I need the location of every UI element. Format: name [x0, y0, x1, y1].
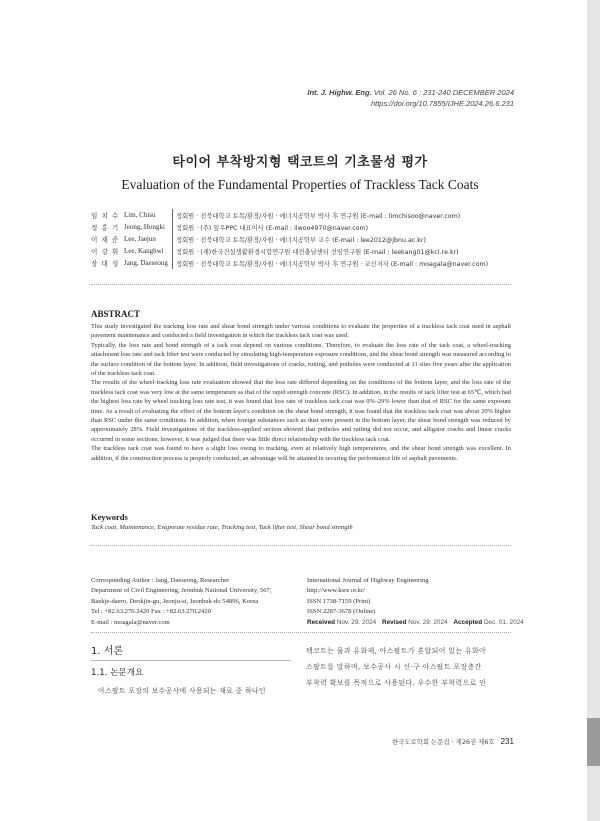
author-name-english: Jang, Daeseong [124, 259, 168, 267]
author-affiliation: 정회원 · 전북대학교 토목/환경/자원 · 에너지공학부 교수 (E-mail : lee2012@jbnu.ac.kr) [176, 236, 426, 244]
subsection-heading-overview: 1.1. 논문개요 [91, 668, 144, 678]
journal-name: Int. J. Highw. Eng. [307, 88, 372, 97]
abstract-heading: ABSTRACT [91, 309, 141, 319]
author-name-english: Lee, Kanghwi [124, 247, 164, 255]
article-dates [307, 618, 524, 628]
author-name-korean: 장 대 성 [91, 260, 120, 268]
journal-citation [307, 87, 514, 98]
body-text-right-column [306, 643, 516, 691]
body-line: 부착력 확보를 목적으로 사용된다. 우수한 부착력으로 인 [306, 679, 487, 687]
author-name-korean: 이 강 휘 [91, 248, 120, 256]
body-line: 아스팔트 포장의 보수공사에 사용되는 재료 중 하나인 [98, 687, 266, 695]
corresponding-email[interactable]: E-mail : moagala@naver.com [91, 618, 170, 626]
corresponding-line: Baekje-daero, Deokjin-gu, Jeonju-si, Jeonbuk-do 54896, Korea [91, 597, 259, 605]
revised-label: Revised [381, 618, 407, 626]
journal-volume: Vol. 26 No. 6 : 231-240 DECEMBER 2024 [373, 88, 514, 97]
page-number: 231 [500, 737, 514, 746]
journal-info-line: ISSN 2287-3678 (Online) [307, 608, 376, 616]
journal-info-block [307, 576, 524, 628]
author-name-korean: 정 홍 기 [91, 224, 120, 232]
author-affiliation: 정회원 · 전북대학교 토목/환경/자원 · 에너지공학부 박사 후 연구원 · 교신저자 (E-mail : moagala@naver.com) [176, 260, 489, 268]
author-divider [172, 233, 173, 245]
dotted-divider [91, 545, 511, 546]
section-rule [91, 660, 291, 661]
dotted-divider [91, 632, 511, 633]
dotted-divider [91, 284, 511, 285]
journal-info-line: International Journal of Highway Engineering [307, 577, 429, 584]
journal-website-link[interactable]: http://www.ksre.or.kr/ [307, 587, 365, 595]
corresponding-line: Tel : +82.63.270.2420 Fax : +82.63.270.2420 [91, 608, 211, 616]
keywords-list: Tack coat, Maintenance, Evaporate residue rate, Tracking test, Tack lifter test, Shear bond strength [91, 524, 353, 531]
title-english: Evaluation of the Fundamental Properties of Trackless Tack Coats [121, 177, 479, 192]
accepted-date: Dec. 01. 2024 [483, 618, 524, 626]
abstract-paragraph: The results of the wheel-tracking loss rate evaluation showed that the loss rate differed depending on the conditions of the bottom layer, and the loss rate of the trackless tack coat was very low at the same temperature as that of the rapid strength concrete (RSC). In addition, in the results of tack lifter test at 65℃, which had the highest loss rate by wheel tracking loss rate test, it was found that loss rate of trackless tack coat was 0%–29% lower than that of RSC for the same exposure time. As a result of evaluating the effect of the bottom layer's condition on the shear bond strength, it was found that the trackless tack coat was about 20% higher than RSC under the same conditions. In addition, when foreign substances such as dust were present in the bottom layer, the shear bond strength was reduced by approximately 28%. Field investigations of the trackless-applied section showed that potholes and rutting did not occur, and alligator cracks and linear cracks occurred in some sections; however, it was judged that there was little direct relationship with the trackless tack coat. [91, 379, 511, 443]
corresponding-author-block [91, 576, 301, 628]
body-line: 스팔트를 말하며, 보수공사 시 신·구 아스팔트 포장층간 [306, 663, 482, 671]
accepted-label: Accepted [453, 618, 483, 626]
page-footer [392, 737, 514, 746]
author-row [91, 221, 511, 233]
author-affiliation: 정회원 · 전북대학교 토목/환경/자원 · 에너지공학부 박사 후 연구원 (E-mail : limchisoo@naver.com) [176, 212, 461, 220]
received-label: Received [307, 618, 336, 626]
author-divider [172, 209, 173, 221]
corresponding-line: Corresponding Author : Jang, Daeseong, Researcher [91, 577, 230, 584]
author-affiliation: 정회원 · (주) 일우PPC 대표이사 (E-mail : ilwoo4970@naver.com) [176, 224, 369, 232]
doi-link[interactable]: https://doi.org/10.7855/IJHE.2024.26.6.231 [370, 99, 514, 108]
received-date: Nov. 29. 2024 [336, 618, 377, 626]
author-list [91, 209, 511, 269]
author-name-english: Lim, Chisu [124, 211, 156, 219]
author-name-english: Lee, Jaejun [124, 235, 156, 243]
corresponding-line: Department of Civil Engineering, Jeonbuk National University, 567, [91, 587, 272, 595]
author-row [91, 209, 511, 221]
page-edge-tab [587, 718, 600, 766]
revised-date: Nov. 29. 2024 [408, 618, 448, 626]
author-affiliation: 정회원 · (재)한국건설생활환경시험연구원 대전충남센터 선임연구원 (E-mail : leekang01@kcl.re.kr) [176, 248, 459, 256]
author-divider [172, 257, 173, 269]
author-divider [172, 221, 173, 233]
abstract-paragraph: Typically, the loss rate and bond strength of a tack coat depend on various conditions. Therefore, to evaluate the loss rate of the tack coat, a wheel-tracking attachment loss rate and tack lifter test were conducted by simulating high-temperature exposure conditions, and the shear bond strength was measured according to the surface condition of the bottom layer. In addition, field investigations of cracks, rutting, and potholes were conducted at 11 sites five years after the application of the trackless tack coat. [91, 341, 511, 378]
footer-journal: 한국도로학회 논문집 · 제26권 제6호 [391, 738, 495, 746]
author-name-english: Jeong, Hongki [124, 223, 165, 231]
body-line: 택코트는 물과 유화제, 아스팔트가 혼합되어 있는 유화아 [306, 647, 487, 655]
keywords-heading: Keywords [91, 512, 128, 522]
author-row [91, 245, 511, 257]
author-name-korean: 임 치 수 [91, 212, 120, 220]
author-name-korean: 이 재 준 [91, 236, 120, 244]
abstract-paragraph: The trackless tack coat was found to have a slight loss owing to tracking, even at relatively high temperatures, and the shear bond strength was excellent. In addition, if the construction process is properly conducted, an advantage will be attained in securing the performance life of asphalt pavements. [91, 445, 511, 462]
author-divider [172, 245, 173, 257]
author-row [91, 257, 511, 269]
section-heading-introduction: 1. 서론 [91, 646, 124, 657]
title-korean: 타이어 부착방지형 택코트의 기초물성 평가 [172, 155, 428, 170]
author-row [91, 233, 511, 245]
journal-info-line: ISSN 1738-7159 (Print) [307, 597, 371, 605]
abstract-body [91, 322, 511, 463]
abstract-paragraph: This study investigated the tracking loss rate and shear bond strength under various conditions to evaluate the properties of a trackless tack coat used in asphalt pavement maintenance and conducted a field investigation in which the trackless tack coat was used. [91, 323, 511, 340]
page-edge-band [587, 0, 600, 821]
body-text-left-column [98, 683, 298, 699]
